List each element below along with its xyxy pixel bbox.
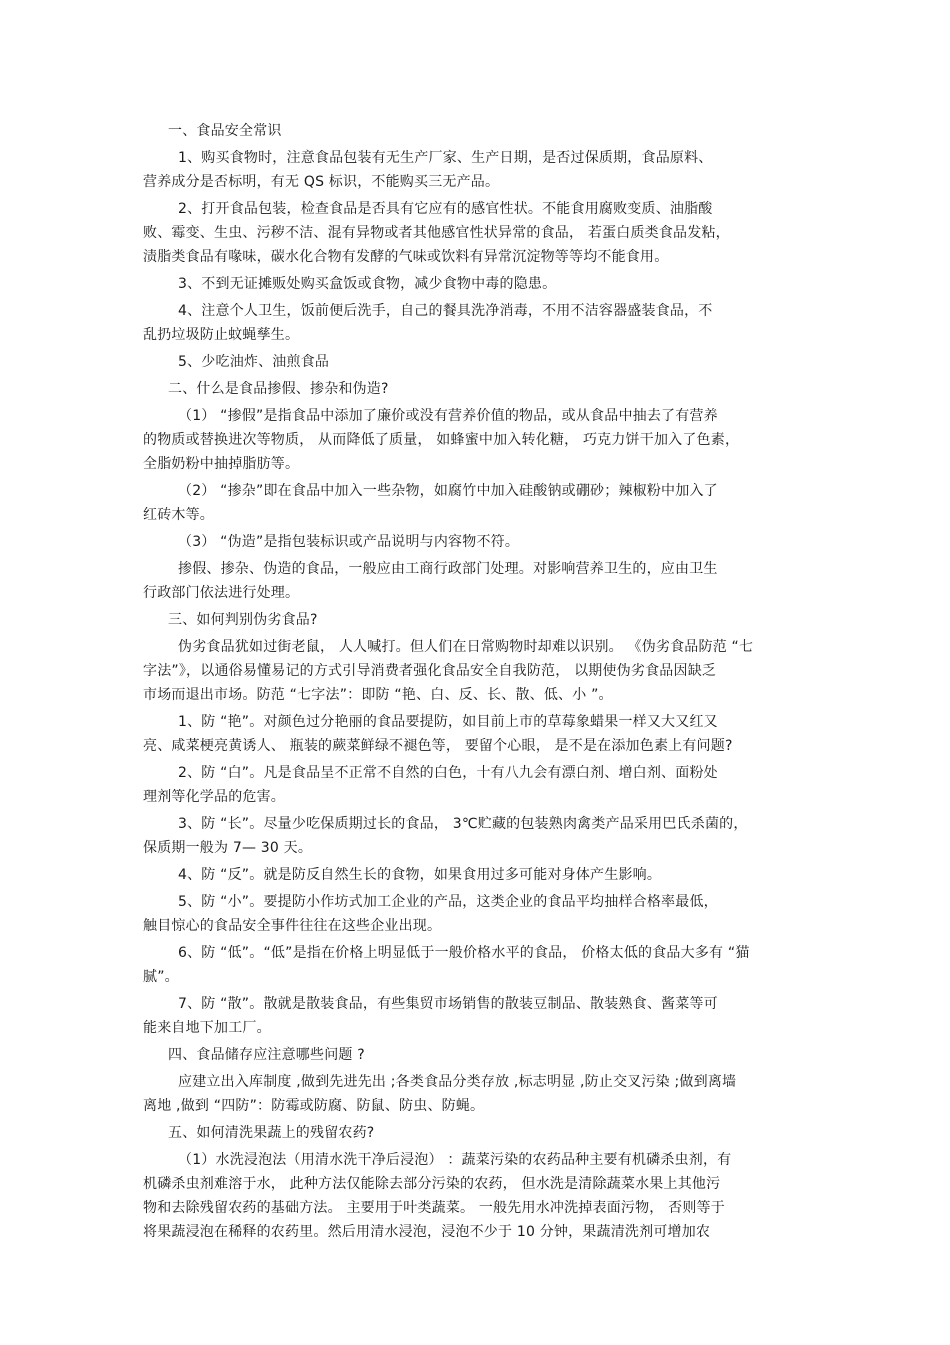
text-line: 行政部门依法进行处理。 [143, 585, 300, 601]
section-heading: 五、如何清洗果蔬上的残留农药? [168, 1125, 375, 1141]
section-heading: 一、食品安全常识 [168, 123, 282, 139]
document-body [143, 116, 813, 1244]
text-line: 2、打开食品包装，检查食品是否具有它应有的感官性状。不能食用腐败变质、油脂酸 [178, 201, 713, 217]
text-line: （1）水洗浸泡法（用清水洗干净后浸泡） ：蔬菜污染的农药品种主要有机磷杀虫剂，有 [178, 1152, 732, 1168]
text-line: 营养成分是否标明，有无 QS 标识，不能购买三无产品。 [143, 174, 500, 190]
text-line: 3、不到无证摊贩处购买盒饭或食物，减少食物中毒的隐患。 [178, 276, 557, 292]
section-heading: 四、食品储存应注意哪些问题 ? [168, 1047, 365, 1063]
text-line: 2、防 “白”。凡是食品呈不正常不自然的白色，十有八九会有漂白剂、增白剂、面粉处 [178, 765, 718, 781]
text-line: 触目惊心的食品安全事件往往在这些企业出现。 [143, 918, 442, 934]
text-line: 亮、咸菜梗亮黄诱人、 瓶装的蕨菜鲜绿不褪色等， 要留个心眼， 是不是在添加色素上有问题? [143, 738, 733, 754]
text-line: 5、少吃油炸、油煎食品 [178, 354, 330, 370]
text-line: （2） “掺杂”即在食品中加入一些杂物，如腐竹中加入硅酸钠或硼砂；辣椒粉中加入了 [178, 483, 718, 499]
text-line: 1、购买食物时，注意食品包装有无生产厂家、生产日期，是否过保质期，食品原料、 [178, 150, 713, 166]
text-line: （1） “掺假”是指食品中添加了廉价或没有营养价值的物品，或从食品中抽去了有营养 [178, 408, 718, 424]
section-heading: 二、什么是食品掺假、掺杂和伪造? [168, 381, 389, 397]
text-line: 将果蔬浸泡在稀释的农药里。然后用清水浸泡，浸泡不少于 10 分钟，果蔬清洗剂可增加农 [143, 1224, 711, 1240]
text-line: 应建立出入库制度 ,做到先进先出 ;各类食品分类存放 ,标志明显 ,防止交叉污染 ;做到离墙 [178, 1074, 737, 1090]
text-line: （3） “伪造”是指包装标识或产品说明与内容物不符。 [178, 534, 520, 550]
text-line: 腻”。 [143, 969, 179, 985]
text-line: 机磷杀虫剂难溶于水， 此种方法仅能除去部分污染的农药， 但水洗是清除蔬菜水果上其他污 [143, 1176, 721, 1192]
text-line: 6、防 “低”。“低”是指在价格上明显低于一般价格水平的食品， 价格太低的食品大多有 “猫 [178, 945, 750, 961]
text-line: 7、防 “散”。散就是散装食品，有些集贸市场销售的散装豆制品、散装熟食、酱菜等可 [178, 996, 718, 1012]
text-line: 市场而退出市场。防范 “七字法”：即防 “艳、白、反、长、散、低、小 ”。 [143, 687, 613, 703]
text-line: 5、防 “小”。要提防小作坊式加工企业的产品，这类企业的食品平均抽样合格率最低， [178, 894, 718, 910]
text-line: 伪劣食品犹如过街老鼠， 人人喊打。但人们在日常购物时却难以识别。 《伪劣食品防范 “七 [178, 639, 754, 655]
text-line: 离地 ,做到 “四防”：防霉或防腐、防鼠、防虫、防蝇。 [143, 1098, 485, 1114]
text-line: 红砖木等。 [143, 507, 214, 523]
text-line: 的物质或替换进次等物质， 从而降低了质量， 如蜂蜜中加入转化糖， 巧克力饼干加入了色素， [143, 432, 740, 448]
text-line: 败、霉变、生虫、污秽不洁、混有异物或者其他感官性状异常的食品， 若蛋白质类食品发粘， [143, 225, 730, 241]
text-line: 掺假、掺杂、伪造的食品，一般应由工商行政部门处理。对影响营养卫生的，应由卫生 [178, 561, 718, 577]
text-line: 物和去除残留农药的基础方法。 主要用于叶类蔬菜。 一般先用水冲洗掉表面污物， 否则等于 [143, 1200, 725, 1216]
text-line: 全脂奶粉中抽掉脂肪等。 [143, 456, 300, 472]
section-heading: 三、如何判别伪劣食品? [168, 612, 318, 628]
text-line: 1、防 “艳”。对颜色过分艳丽的食品要提防，如目前上市的草莓象蜡果一样又大又红又 [178, 714, 718, 730]
text-line: 4、注意个人卫生，饭前便后洗手，自己的餐具洗净消毒，不用不洁容器盛装食品，不 [178, 303, 713, 319]
text-line: 字法”》，以通俗易懂易记的方式引导消费者强化食品安全自我防范， 以期使伪劣食品因缺乏 [143, 663, 717, 679]
text-line: 乱扔垃圾防止蚊蝇孳生。 [143, 327, 300, 343]
text-line: 渍脂类食品有喙味，碳水化合物有发酵的气味或饮料有异常沉淀物等等均不能食用。 [143, 249, 669, 265]
text-line: 理剂等化学品的危害。 [143, 789, 285, 805]
text-line: 3、防 “长”。尽量少吃保质期过长的食品， 3℃贮藏的包装熟肉禽类产品采用巴氏杀菌的， [178, 816, 748, 832]
text-line: 能来自地下加工厂。 [143, 1020, 271, 1036]
text-line: 保质期一般为 7— 30 天。 [143, 840, 313, 856]
text-line: 4、防 “反”。就是防反自然生长的食物，如果食用过多可能对身体产生影响。 [178, 867, 662, 883]
